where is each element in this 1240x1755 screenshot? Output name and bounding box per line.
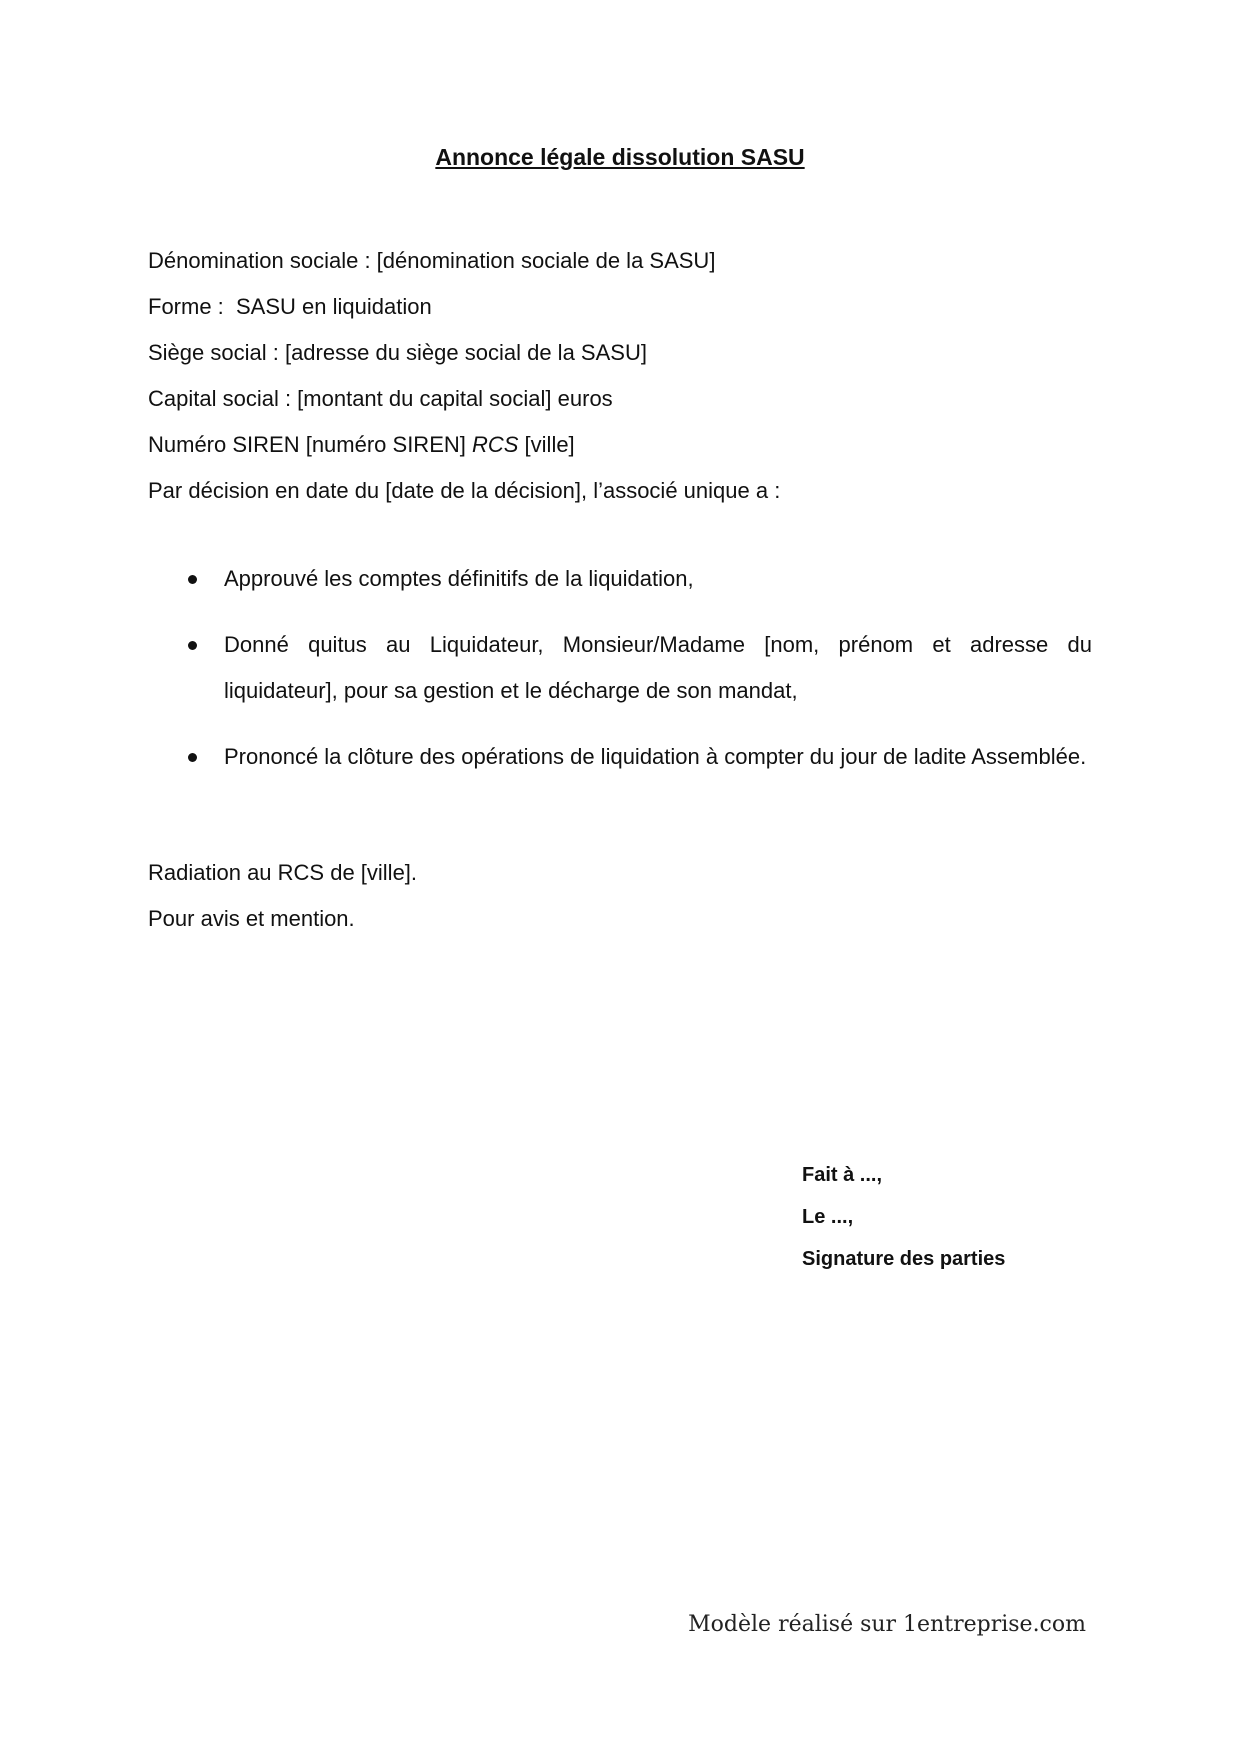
forme-line: Forme : SASU en liquidation <box>148 294 432 319</box>
radiation-line: Radiation au RCS de [ville]. <box>148 860 418 885</box>
list-item <box>148 734 1092 780</box>
siren-line <box>148 422 1098 468</box>
signature-block <box>802 1154 1122 1280</box>
company-info <box>148 238 1098 514</box>
siren-prefix: Numéro SIREN [numéro SIREN] <box>148 432 472 457</box>
signature-place: Fait à ..., <box>802 1164 883 1186</box>
siege-line: Siège social : [adresse du siège social de la SASU] <box>148 340 647 365</box>
bullet-icon <box>188 556 198 602</box>
avis-line: Pour avis et mention. <box>148 906 355 931</box>
bullet-icon <box>188 734 198 780</box>
denomination-line: Dénomination sociale : [dénomination sociale de la SASU] <box>148 248 716 273</box>
signature-date: Le ..., <box>802 1206 854 1228</box>
bullet-icon <box>188 622 198 668</box>
footer-credit: Modèle réalisé sur 1entreprise.com <box>688 1612 1086 1637</box>
list-item-text: Approuvé les comptes définitifs de la liquidation, <box>224 566 694 591</box>
document-title: Annonce légale dissolution SASU <box>435 144 805 170</box>
siren-suffix: [ville] <box>518 432 575 457</box>
list-item-text: Donné quitus au Liquidateur, Monsieur/Madame [nom, prénom et adresse du liquidateur], pour sa gestion et le décharge de son mandat, <box>224 632 1092 703</box>
siren-rcs: RCS <box>471 432 519 457</box>
list-item-text: Prononcé la clôture des opérations de liquidation à compter du jour de ladite Assemblée. <box>224 744 1087 769</box>
list-item <box>148 556 1092 602</box>
decision-line: Par décision en date du [date de la décision], l’associé unique a : <box>148 478 781 503</box>
capital-line: Capital social : [montant du capital social] euros <box>148 386 613 411</box>
closing-text <box>148 850 1048 942</box>
signature-label: Signature des parties <box>802 1248 1006 1270</box>
list-item <box>148 622 1092 714</box>
decision-list <box>148 556 1092 800</box>
